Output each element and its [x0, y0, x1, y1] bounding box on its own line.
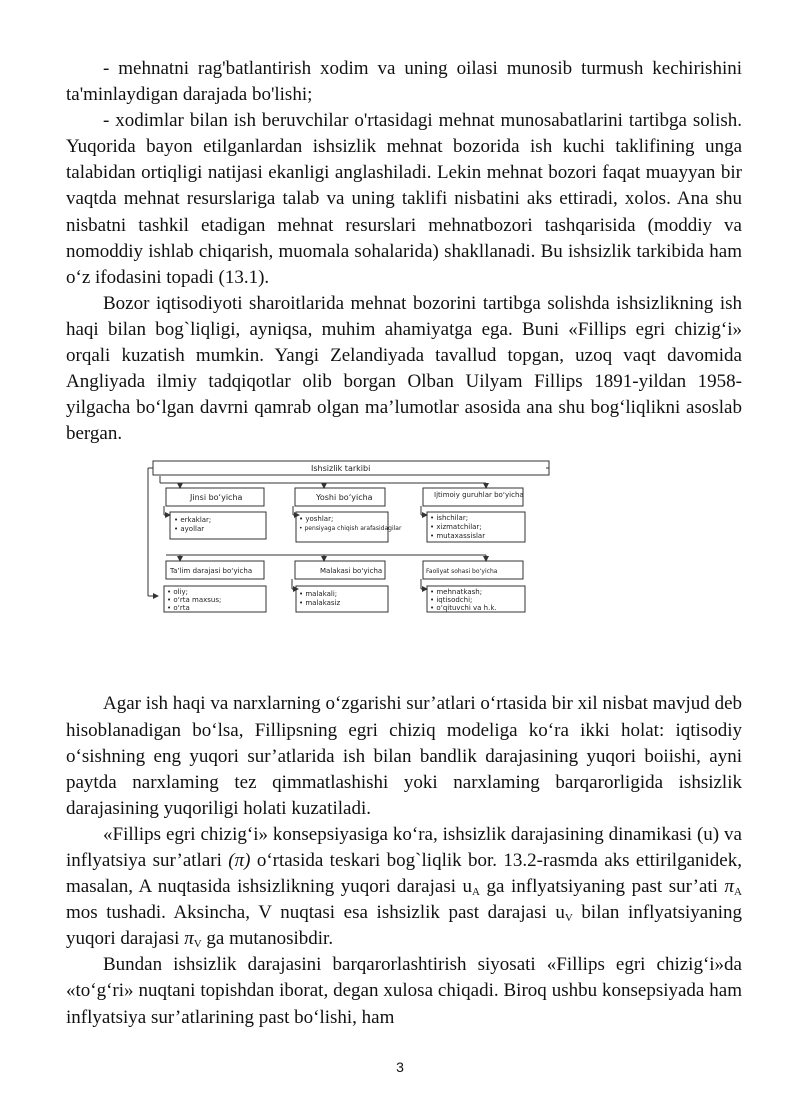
diagram-item: • o‘rta — [167, 604, 190, 613]
diagram-category: Faoliyat sohasi bo‘yicha — [426, 568, 498, 576]
paragraph: - mehnatni rag'batlantirish xodim va uning oilasi munosib turmush kechirishini ta'minlaydigan darajada bo'lishi; — [66, 58, 742, 106]
paragraph: Agar ish haqi va narxlarning o‘zgarishi sur’atlari o‘rtasida bir xil nisbat mavjud deb hisoblanadigan bo‘lsa, Fillipsning egri chiziq modeliga ko‘ra ikki holat: iqtisodiy o‘sishning eng yuqori sur’atlarida ish bilan bandlik darajasining yuqori boiishi, ayni paytda narxlaming tez qimmatlashishi yoki narxlaming barqarorligida ishsizlik darajasining yuqoriligi holati kuzatiladi. — [66, 693, 742, 819]
diagram-category: Yoshi bo‘yicha — [316, 493, 373, 503]
diagram-item: • mutaxassislar — [430, 532, 486, 541]
paragraph: Bozor iqtisodiyoti sharoitlarida mehnat bozorini tartibga solishda ishsizlikning ish haqi bilan bog`liqligi, ayniqsa, muhim ahamiyatga ega. Buni «Fillips egri chizig‘i» orqali kuzatish mumkin. Yangi Zelandiyada tavallud topgan, uzoq vaqt davomida Angliyada ilmiy tadqiqotlar olib borgan Olban Uilyam Fillips 1891-yildan 1958-yilgacha bo‘lgan davrni qamrab olgan ma’lumotlar asosida ana shu bog‘liqlikni asoslab bergan. — [66, 292, 742, 445]
document-page — [66, 56, 742, 1031]
paragraph: - xodimlar bilan ish beruvchilar o'rtasidagi mehnat munosabatlarini tartibga solish. Yuqorida bayon etilganlardan ishsizlik mehnat bozorida ish kuchi taklifining unga talabidan ortiqligi natijasi ekanligi anglashiladi. Lekin mehnat bozori faqat muayyan bir vaqtda mehnat resurslariga talab va uning taklifi nisbatini aks ettiradi, xolos. Ana shu nisbatni tashkil etadigan mehnat resurslari mehnatbozori tashqarisida (moddiy va nomoddiy ishlab chiqarish, muomala sohalarida) shakllanadi. Bu ishsizlik tarkibida ham o‘z ifodasini topadi (13.1). — [66, 110, 742, 288]
diagram-item: • xizmatchilar; — [430, 523, 482, 532]
paragraph: «Fillips egri chizig‘i» konsepsiyasiga ko‘ra, ishsizlik darajasining dinamikasi (u) va inflyatsiya sur’atlari (π) o‘rtasida teskari bog`liqlik bor. 13.2-rasmda aks ettirilganidek, masalan, A nuqtasida ishsizlikning yuqori darajasi $u_A$ ga inflyatsiyaning past sur’ati $\pi_A$ mos tushadi. Aksincha, V nuqtasi esa ishsizlik past darajasi $u_V$ bilan inflyatsiyaning yuqori darajasi $\pi_V$ ga mutanosibdir. — [66, 823, 742, 951]
diagram-item: • o‘qituvchi va h.k. — [430, 604, 497, 613]
diagram-item: • erkaklar; — [174, 516, 212, 525]
unemployment-structure-diagram — [66, 455, 742, 655]
diagram-item: • pensiyaga chiqish arafasidagilar — [299, 525, 402, 533]
diagram-item: • o‘rta maxsus; — [167, 596, 222, 605]
diagram-item: • mehnatkash; — [430, 588, 483, 597]
diagram-category: Ijtimoiy guruhlar bo‘yicha — [434, 491, 524, 500]
diagram-item: • malakasiz — [299, 599, 341, 608]
diagram-category: Jinsi bo‘yicha — [190, 493, 243, 503]
diagram-item: • iqtisodchi; — [430, 596, 473, 605]
diagram-item: • ishchilar; — [430, 514, 469, 523]
diagram-item: • oliy; — [167, 588, 189, 597]
diagram-title: Ishsizlik tarkibi — [311, 464, 371, 474]
diagram-item: • malakali; — [299, 590, 338, 599]
diagram-category: Ta’lim darajasi bo‘yicha — [170, 567, 253, 576]
diagram-item: • ayollar — [174, 525, 205, 534]
page-number: 3 — [396, 1059, 404, 1075]
paragraph: Bundan ishsizlik darajasini barqarorlashtirish siyosati «Fillips egri chizig‘i»da «to‘g‘ri» nuqtani topishdan iborat, degan xulosa chiqadi. Biroq ushbu konsepsiyada ham inflyatsiya sur’atlarining past bo‘lishi, ham — [66, 954, 742, 1028]
diagram-item: • yoshlar; — [299, 515, 334, 524]
diagram-category: Malakasi bo‘yicha — [320, 567, 383, 576]
diagram-canvas — [66, 455, 742, 655]
